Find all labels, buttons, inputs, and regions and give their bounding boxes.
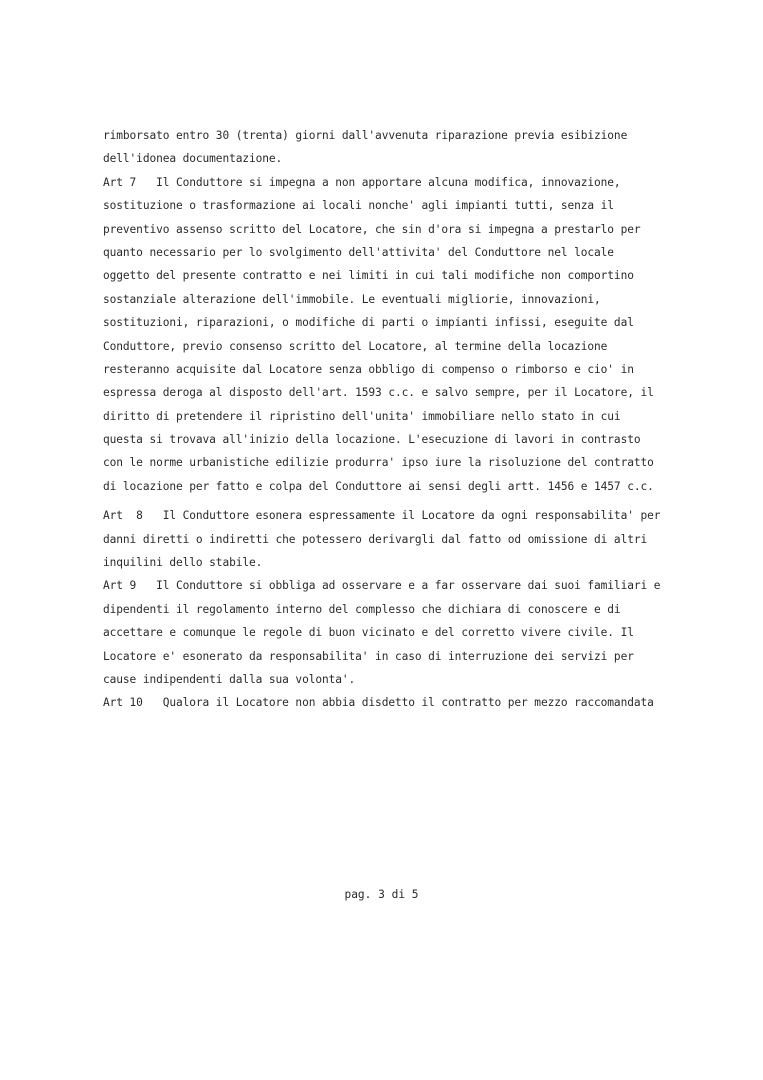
- text-line: rimborsato entro 30 (trenta) giorni dall'avvenuta riparazione previa esibizione: [103, 129, 628, 142]
- text-line: di locazione per fatto e colpa del Conduttore ai sensi degli artt. 1456 e 1457 c.c.: [103, 479, 654, 493]
- text-line: oggetto del presente contratto e nei limiti in cui tali modifiche non comportino: [103, 269, 634, 283]
- text-line: sostituzione o trasformazione ai locali nonche' agli impianti tutti, senza il: [103, 199, 614, 213]
- text-line: diritto di pretendere il ripristino dell'unita' immobiliare nello stato in cui: [103, 409, 621, 423]
- text-line: quanto necessario per lo svolgimento dell'attivita' del Conduttore nel locale: [103, 245, 614, 259]
- article-10-heading-line: Art 10 Qualora il Locatore non abbia disdetto il contratto per mezzo raccomandata: [103, 696, 654, 710]
- text-line: preventivo assenso scritto del Locatore, che sin d'ora si impegna a prestarlo per: [103, 222, 641, 236]
- document-body: [103, 124, 703, 715]
- page-number-footer: pag. 3 di 5: [344, 888, 419, 901]
- text-line: dipendenti il regolamento interno del complesso che dichiara di conoscere e di: [103, 602, 621, 616]
- text-line: con le norme urbanistiche edilizie produrra' ipso iure la risoluzione del contratto: [103, 456, 654, 470]
- text-line: inquilini dello stabile.: [103, 556, 263, 570]
- text-line: espressa deroga al disposto dell'art. 1593 c.c. e salvo sempre, per il Locatore, il: [103, 386, 654, 400]
- text-line: questa si trovava all'inizio della locazione. L'esecuzione di lavori in contrasto: [103, 433, 641, 447]
- article-7-heading-line: Art 7 Il Conduttore si impegna a non apportare alcuna modifica, innovazione,: [103, 175, 621, 189]
- text-line: sostituzioni, riparazioni, o modifiche di parti o impianti infissi, eseguite dal: [103, 316, 634, 330]
- text-line: Conduttore, previo consenso scritto del Locatore, al termine della locazione: [103, 339, 608, 353]
- text-line: Locatore e' esonerato da responsabilita' in caso di interruzione dei servizi per: [103, 649, 634, 663]
- article-8-heading-line: Art 8 Il Conduttore esonera espressamente il Locatore da ogni responsabilita' per: [103, 509, 661, 523]
- text-line: dell'idonea documentazione.: [103, 152, 283, 166]
- text-line: danni diretti o indiretti che potessero derivargli dal fatto od omissione di altri: [103, 532, 648, 546]
- text-line: cause indipendenti dalla sua volonta'.: [103, 672, 356, 686]
- text-line: resteranno acquisite dal Locatore senza obbligo di compenso o rimborso e cio' in: [103, 362, 634, 376]
- article-9-heading-line: Art 9 Il Conduttore si obbliga ad osservare e a far osservare dai suoi familiari e: [103, 579, 661, 593]
- text-line: sostanziale alterazione dell'immobile. Le eventuali migliorie, innovazioni,: [103, 292, 601, 306]
- text-line: accettare e comunque le regole di buon vicinato e del corretto vivere civile. Il: [103, 626, 634, 640]
